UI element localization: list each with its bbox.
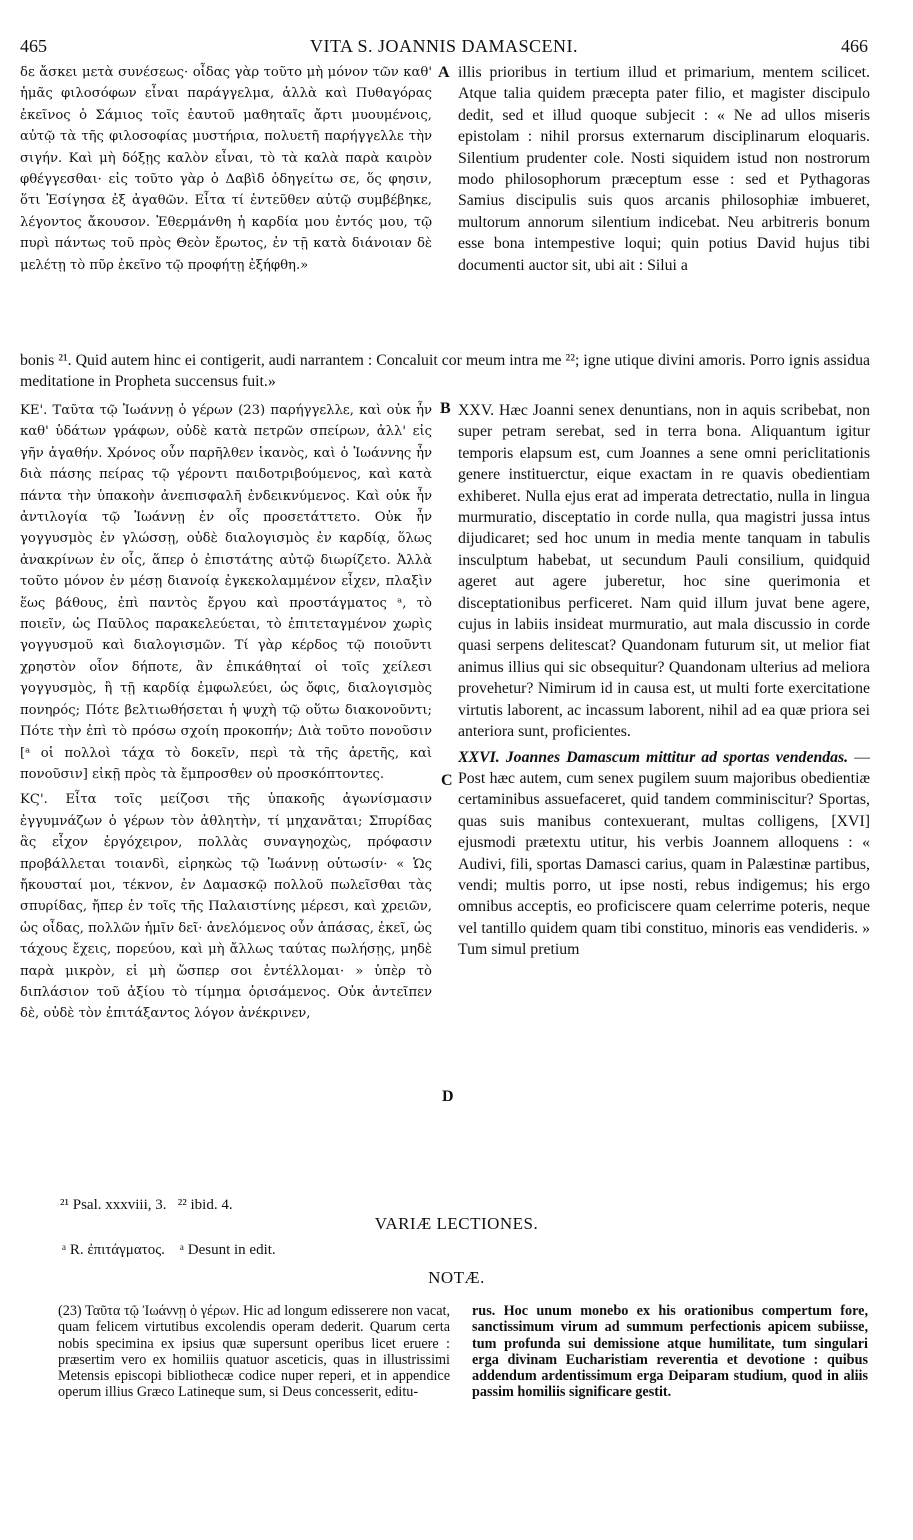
scripture-footnotes: ²¹ Psal. xxxviii, 3. ²² ibid. 4. <box>60 1197 233 1213</box>
latin-section-26-text: — Post hæc autem, cum senex pugilem suum majoribus obedientiæ certaminibus assuefaceret, quid tandem comminiscitur? Sportas, quas suis manibus contexuerant, multas colligens, [XVI] ejusmodi prætextu utitur, his verbis Joannem alloquens : « Audivi, fili, sportas Damasci carius, quam in Palæstinæ partibus, vendi; multis porro, ut ipse nosti, rebus indigemus; his ergo omnibus acceptis, eo proficiscere quam celerrime poteris, neque vel tantillo quidem quam tibi constituo, minoris eas vendideris. » Tum simul pretium <box>458 748 870 959</box>
latin-section-25: XXV. Hæc Joanni senex denuntians, non in aquis scribebat, non super petram serebat, sed in terra bona. Aliquantum igitur temporis elapsum est, cum Joannes a sene omni periclitationis genere instituerctur, eique exactam in re quavis obedientiam exhiberet. Nulla ejus erat ad imperata detrectatio, nulla in lingua murmuratio, disceptatio in corde nulla, qua magistri jussa intus dijudicaret; sed hoc unum in media mente tanquam in tabulis insculptum habebat, ut secundum Pauli consilium, quidquid ageret aut agere juberetur, hoc sine querimonia et disceptationibus perficeret. Nam quid illum juvat bene agere, cujus in labiis insideat murmuratio, aut mala discussio in corde quasi serpens delitescat? Quandonam futurum sit, ut melior fiat animus illius qui sic obsequitur? Quandonam ulterius ad meliora provehetur? Nimirum id in causa est, ut multi forte exercitatione virtutis laborent, ac incassum laborent, nihil ad ea quæ priora sei anteriora sunt, proficientes. <box>458 402 870 741</box>
notae-left-column <box>58 1303 450 1453</box>
notae-title: NOTÆ. <box>428 1268 485 1287</box>
greek-section-25: ΚΕ'. Ταῦτα τῷ Ἰωάννῃ ὁ γέρων (23) παρήγγελλε, καὶ οὐκ ἦν καθ' ὑδάτων γράφων, οὐδὲ κατὰ πετρῶν σπείρων, ἀλλ' εἰς γῆν ἀγαθήν. Χρόνος οὖν παρῆλθεν ἱκανὸς, καὶ ὁ Ἰωάννης ἦν διὰ πάσης πείρας τῷ γέροντι παιδοτριβούμενος, καὶ κατὰ πάντα τὴν ὑπακοὴν ἀνεπισφαλῆ ἐνδεικνύμενος. Καὶ οὐκ ἦν ἀντιλογία τῷ Ἰωάννῃ ἐν οἷς προσετάττετο. Οὐκ ἦν γογγυσμὸς ἐν γλώσσῃ, οὐδὲ διαλογισμὸς ἐν καρδίᾳ, ὅλως ἀνακρίνων ἐν οἷς, ἅπερ ὁ ἐπιστάτης αὐτῷ διωρίζετο. Ἀλλὰ τοῦτο μόνον ἐν μέσῃ διανοίᾳ ἐγκεκολαμμένον εἶχεν, πλαξὶν ἕως βάθους, ἐπὶ παντὸς ἔργου καὶ προστάγματος ᵃ, τὸ ποιεῖν, ὡς Παῦλος παρακελεύεται, τὸ ἐπιτεταγμένον χωρὶς γογγυσμοῦ καὶ διαλογισμῶν. Τί γὰρ κέρδος τῷ ποιοῦντι χρηστὸν οἷον δήποτε, ἂν ἐπικάθηταί οἱ τοῖς χείλεσι γογγυσμὸς, ἢ τῇ καρδίᾳ ἐμφωλεύει, ὡς ὄφις, διαλογισμὸς πονηρός; Πότε βελτιωθήσεται ἡ ψυχὴ τῷ οὕτω διακονοῦντι; Πότε τὴν ἐπὶ τὸ πρόσω σχοίη προκοπήν; Διὰ τοῦτο πονοῦσιν [ᵃ οἱ πολλοὶ τάχα τὸ δοκεῖν, περὶ τὰ τῆς ἀρετῆς, καὶ πονοῦσιν] εἰκῇ πρὸς τὰ ἔμπροσθεν οὐ προσκόπτοντες. <box>20 403 432 782</box>
full-width-line <box>20 350 870 394</box>
margin-marker-b: B <box>440 400 451 417</box>
latin-paragraph: illis prioribus in tertium illud et primarium, mentem scilicet. Atque talia quidem præcepta pater filio, et magister discipulo dedit, sed et illud quoque subjecit : « Ne ad ullos miseris epistolam : nihil prorsus externarum disciplinarum eloquaris. Silentium prudenter cole. Nosti siquidem istud non nostrorum modo philosophorum præceptum esse : sed et Pythagoras Samius discipulis suis quos arcanis philosophiæ imbueret, multorum annorum silentium indicebat. Neu arbitreris bonum esse bona intempestive loqui; quin potius David hujus tibi documenti auctor sit, ubi ait : Silui a <box>458 64 870 274</box>
note-23-continued: rus. Hoc unum monebo ex his orationibus compertum fore, sanctissimum virum ad summum perfectionis apicem subiisse, tum profunda sui demissione atque humilitate, tum singulari erga divinam Eucharistiam reverentia et devotione : quibus addendum ardentissimum erga Deiparam studium, quod in aliis passim homiliis significare gestit. <box>472 1303 868 1401</box>
top-greek-column <box>20 62 432 352</box>
greek-paragraph: δε ἄσκει μετὰ συνέσεως· οἶδας γὰρ τοῦτο μὴ μόνον τῶν καθ' ἡμᾶς φιλοσόφων εἶναι παράγγελμα, ἀλλὰ καὶ Πυθαγόρας ἐκεῖνος ὁ Σάμιος τοῖς ἑαυτοῦ μαθηταῖς ἄρτι μυουμένοις, αὐτῷ τὰ τῆς φιλοσοφίας μυστήρια, πολυετῆ παρήγγελλε τὴν σιγήν. Καὶ μὴ δόξῃς καλὸν εἶναι, τὸ τὰ καλὰ παρὰ καιρὸν φθέγγεσθαι· εἰς τοῦτο γὰρ ὁ Δαβὶδ ὁδηγείτω σε, ὅς φησιν, ὅτι Ἐσίγησα ἐξ ἀγαθῶν. Εἶτα τί ἐντεῦθεν αὐτῷ συμβέβηκε, λέγοντος ἄκουσον. Ἐθερμάνθη ἡ καρδία μου ἐντός μου, τῷ πυρὶ πάντως τοῦ πρὸς Θεὸν ἔρωτος, ἐν τῇ κατὰ διάνοιαν δὲ μελέτῃ τὸ πῦρ ἐκεῖνο τῷ προφήτῃ ἐξήφθη.» <box>20 65 432 273</box>
latin-section-26 <box>458 747 870 961</box>
variae-lectiones-line: ᵃ R. ἐπιτάγματος. ᵃ Desunt in edit. <box>62 1242 276 1258</box>
note-23: (23) Ταῦτα τῷ Ἰωάννῃ ὁ γέρων. Hic ad longum edisserere non vacat, quam felicem virtutibus excolendis operam dederit. Quarum certa nobis specimina ex ipsius quæ supersunt operibus licet eruere : præsertim vero ex homiliis quatuor asceticis, quas in illustrissimi Metensis episcopi bibliothecæ codice nuper reperi, et in appendice operum illius Græco Latineque sum, si Deus concesserit, editu- <box>58 1303 450 1401</box>
mid-latin-column <box>458 400 870 1180</box>
variae-lectiones-title: VARIÆ LECTIONES. <box>374 1214 539 1233</box>
mid-greek-column <box>20 400 432 1180</box>
top-latin-column <box>458 62 870 352</box>
notae-right-column <box>472 1303 868 1453</box>
greek-section-26: ΚϚ'. Εἶτα τοῖς μείζοσι τῆς ὑπακοῆς ἀγωνίσμασιν ἐγγυμνάζων ὁ γέρων τὸν ἀθλητὴν, τί μηχανᾶται; Σπυρίδας ἃς εἶχον ἐργόχειρον, πολλὰς συναγηοχὼς, πρόφασιν προβάλλεται τοιανδὶ, εἰρηκὼς τῷ Ἰωάννῃ οὑτωσίν· « Ὡς ἤκουσταί μοι, τέκνον, ἐν Δαμασκῷ πολλοῦ πωλεῖσθαι τὰς σπυρίδας, ἤπερ ἐν τοῖς τῆς Παλαιστίνης μέρεσι, καὶ χρειῶν, ὡς οἶδας, πολλῶν ἡμῖν δεῖ· ἀνελόμενος οὖν ἁπάσας, ἐκεῖ, ὡς τάχους ἔχεις, πορεύου, καὶ μὴ ἄλλως ταύτας πωλήσῃς, μηδὲ παρὰ μικρὸν, εἰ μὴ ὥσπερ σοι ἐντέλλομαι· » ὑπὲρ τὸ διπλάσιον τοῦ ἀξίου τὸ τίμημα ὁρισάμενος. Οὐκ ἀντεῖπεν δὲ, οὐδὲ τὸν ἐπιτάξαντος λόγον ἀνέκρινεν, <box>20 792 432 1022</box>
latin-section-26-title: XXVI. Joannes Damascum mittitur ad sportas vendendas. <box>458 748 849 766</box>
latin-continuation: bonis ²¹. Quid autem hinc ei contigerit, audi narrantem : Concaluit cor meum intra me ²²; igne utique divini amoris. Porro ignis assidua meditatione in Propheta succensus fuit.» <box>20 352 870 391</box>
margin-marker-a: A <box>438 64 450 81</box>
running-header <box>20 36 868 58</box>
margin-marker-d: D <box>442 1088 454 1105</box>
page-number-right: 466 <box>841 36 868 56</box>
running-title: VITA S. JOANNIS DAMASCENI. <box>309 36 579 56</box>
page-number-left: 465 <box>20 36 47 56</box>
margin-marker-c: C <box>441 772 453 789</box>
